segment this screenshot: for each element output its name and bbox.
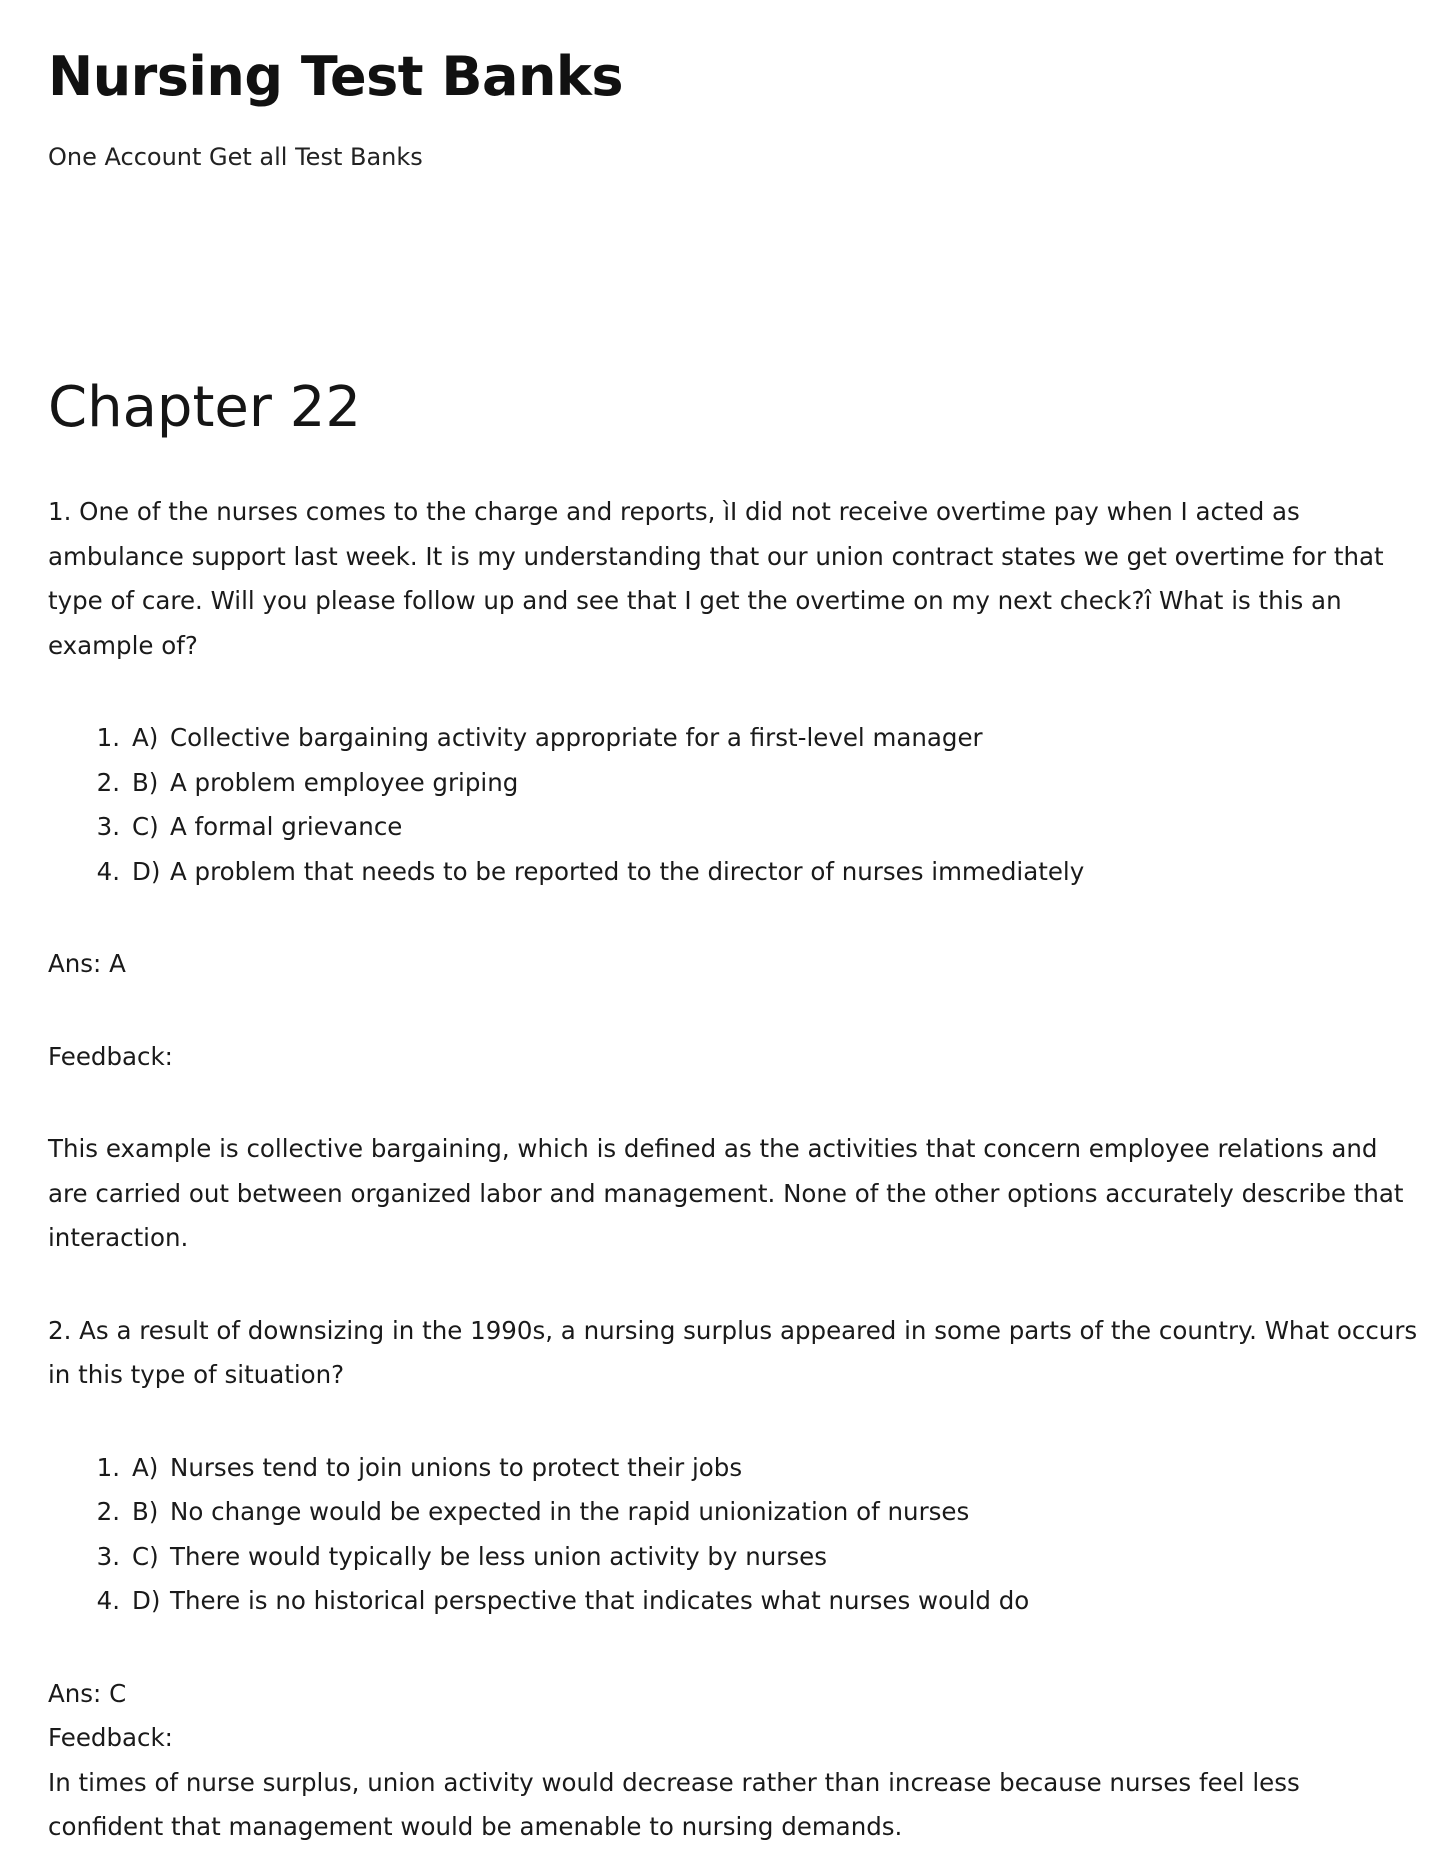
option-letter: C) (132, 812, 159, 841)
option-item (48, 1446, 1418, 1491)
site-title[interactable]: Nursing Test Banks (48, 45, 623, 108)
question-2-answer: Ans: C (48, 1678, 127, 1708)
option-number: 4. (96, 1586, 120, 1615)
option-text: There would typically be less union activity by nurses (170, 1541, 827, 1571)
question-1-feedback: This example is collective bargaining, which is defined as the activities that concern employee relations and are carried out between organized labor and management. None of the other options accurately describe that interaction. (48, 1134, 1404, 1252)
option-letter: D) (132, 1586, 161, 1615)
question-1-stem: 1. One of the nurses comes to the charge and reports, ìI did not receive overtime pay when I acted as ambulance support last week. It is my understanding that our union contract states we get overtime for that type of care. Will you please follow up and see that I get the overtime on my next check?î What is this an example of? (48, 497, 1384, 660)
option-letter: D) (132, 856, 161, 886)
option-number: 1. (96, 723, 120, 752)
option-text: A problem employee griping (170, 767, 519, 797)
option-item (48, 1490, 1418, 1535)
option-number: 1. (96, 1452, 120, 1482)
option-number: 4. (96, 856, 120, 886)
option-text: A problem that needs to be reported to the director of nurses immediately (170, 856, 1085, 886)
option-item (48, 1535, 1418, 1580)
site-tagline: One Account Get all Test Banks (48, 143, 423, 171)
option-letter: A) (132, 1452, 159, 1482)
option-letter: C) (132, 1541, 159, 1571)
option-number: 3. (96, 812, 120, 841)
question-2-stem: 2. As a result of downsizing in the 1990s, a nursing surplus appeared in some parts of the country. What occurs in this type of situation? (48, 1315, 1418, 1389)
option-item (48, 761, 1418, 806)
option-text: Collective bargaining activity appropriate for a first-level manager (170, 723, 983, 752)
question-2-feedback: In times of nurse surplus, union activity would decrease rather than increase because nurses feel less confident that management would be amenable to nursing demands. (48, 1767, 1300, 1841)
option-text: There is no historical perspective that indicates what nurses would do (170, 1586, 1030, 1615)
option-letter: B) (132, 767, 159, 797)
option-text: No change would be expected in the rapid unionization of nurses (170, 1497, 970, 1526)
option-text: A formal grievance (170, 812, 403, 841)
option-text: Nurses tend to join unions to protect their jobs (170, 1452, 743, 1482)
question-2-feedback-label: Feedback: (48, 1723, 173, 1752)
option-item (48, 805, 1418, 850)
option-number: 3. (96, 1541, 120, 1571)
option-letter: A) (132, 723, 159, 752)
option-item (48, 850, 1418, 895)
chapter-title: Chapter 22 (48, 375, 361, 440)
question-1-feedback-label: Feedback: (48, 1041, 173, 1071)
option-letter: B) (132, 1497, 159, 1526)
question-1-answer: Ans: A (48, 949, 126, 978)
option-item (48, 1579, 1418, 1624)
option-item (48, 716, 1418, 761)
question-1-options (48, 716, 1418, 894)
question-content (48, 490, 1418, 1850)
question-2-options (48, 1446, 1418, 1624)
option-number: 2. (96, 767, 120, 797)
option-number: 2. (96, 1497, 120, 1526)
